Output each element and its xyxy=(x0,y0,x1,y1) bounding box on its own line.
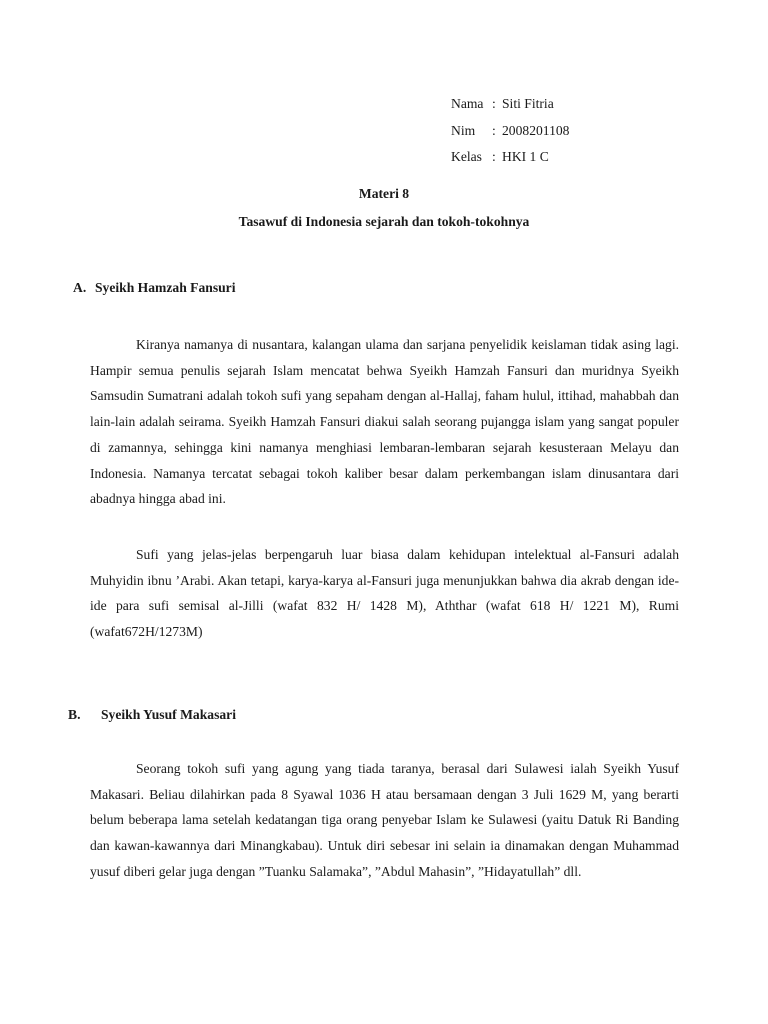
section-title: Syeikh Yusuf Makasari xyxy=(101,707,236,722)
identity-value: HKI 1 C xyxy=(502,149,549,164)
paragraph: Seorang tokoh sufi yang agung yang tiada taranya, berasal dari Sulawesi ialah Syeikh Yusuf Makasari. Beliau dilahirkan pada 8 Syawal 1036 H atau bersamaan dengan 3 Juli 1629 M, yang berarti belum beberapa lama setelah kedatangan tiga orang penyebar Islam ke Sulawesi (yaitu Datuk Ri Banding dan kawan-kawannya dari Minangkabau). Untuk diri sebesar ini selain ia dinamakan dengan Muhammad yusuf diberi gelar juga dengan ”Tuanku Salamaka”, ”Abdul Mahasin”, ”Hidayatullah” dll. xyxy=(90,761,679,879)
identity-separator: : xyxy=(492,96,496,111)
identity-row-class xyxy=(451,144,569,171)
identity-key: Nama xyxy=(451,96,484,111)
section-heading-a xyxy=(73,280,236,296)
identity-row-nim xyxy=(451,118,569,145)
identity-row-name xyxy=(451,91,569,118)
section-heading-b xyxy=(68,707,236,723)
paragraph: Sufi yang jelas-jelas berpengaruh luar biasa dalam kehidupan intelektual al-Fansuri adalah Muhyidin ibnu ’Arabi. Akan tetapi, karya-karya al-Fansuri juga menunjukkan bahwa dia akrab dengan ide-ide para sufi semisal al-Jilli (wafat 832 H/ 1428 M), Aththar (wafat 618 H/ 1221 M), Rumi (wafat672H/1273M) xyxy=(90,547,679,640)
document-title: Tasawuf di Indonesia sejarah dan tokoh-tokohnya xyxy=(238,214,530,229)
identity-separator: : xyxy=(492,149,496,164)
identity-value: 2008201108 xyxy=(502,122,570,138)
identity-separator: : xyxy=(492,122,496,138)
identity-key: Nim xyxy=(451,122,476,138)
identity-value: Siti Fitria xyxy=(502,96,554,111)
section-title: Syeikh Hamzah Fansuri xyxy=(95,280,236,295)
student-identity xyxy=(451,91,569,171)
materi-heading: Materi 8 xyxy=(358,186,410,201)
identity-key: Kelas xyxy=(451,149,482,164)
section-letter: B. xyxy=(68,707,81,722)
section-letter: A. xyxy=(73,280,87,295)
paragraph: Kiranya namanya di nusantara, kalangan ulama dan sarjana penyelidik keislaman tidak asing lagi. Hampir semua penulis sejarah Islam mencatat behwa Syeikh Hamzah Fansuri dan muridnya Syeikh Samsudin Sumatrani adalah tokoh sufi yang sepaham dengan al-Hallaj, faham hulul, ittihad, mahabbah dan lain-lain adalah seirama. Syeikh Hamzah Fansuri diakui salah seorang pujangga islam yang sangat populer di zamannya, sehingga kini namanya menghiasi lembaran-lembaran sejarah kesusteraan Melayu dan Indonesia. Namanya tercatat sebagai tokoh kaliber besar dalam perkembangan islam dinusantara dari abadnya hingga abad ini. xyxy=(90,337,679,507)
